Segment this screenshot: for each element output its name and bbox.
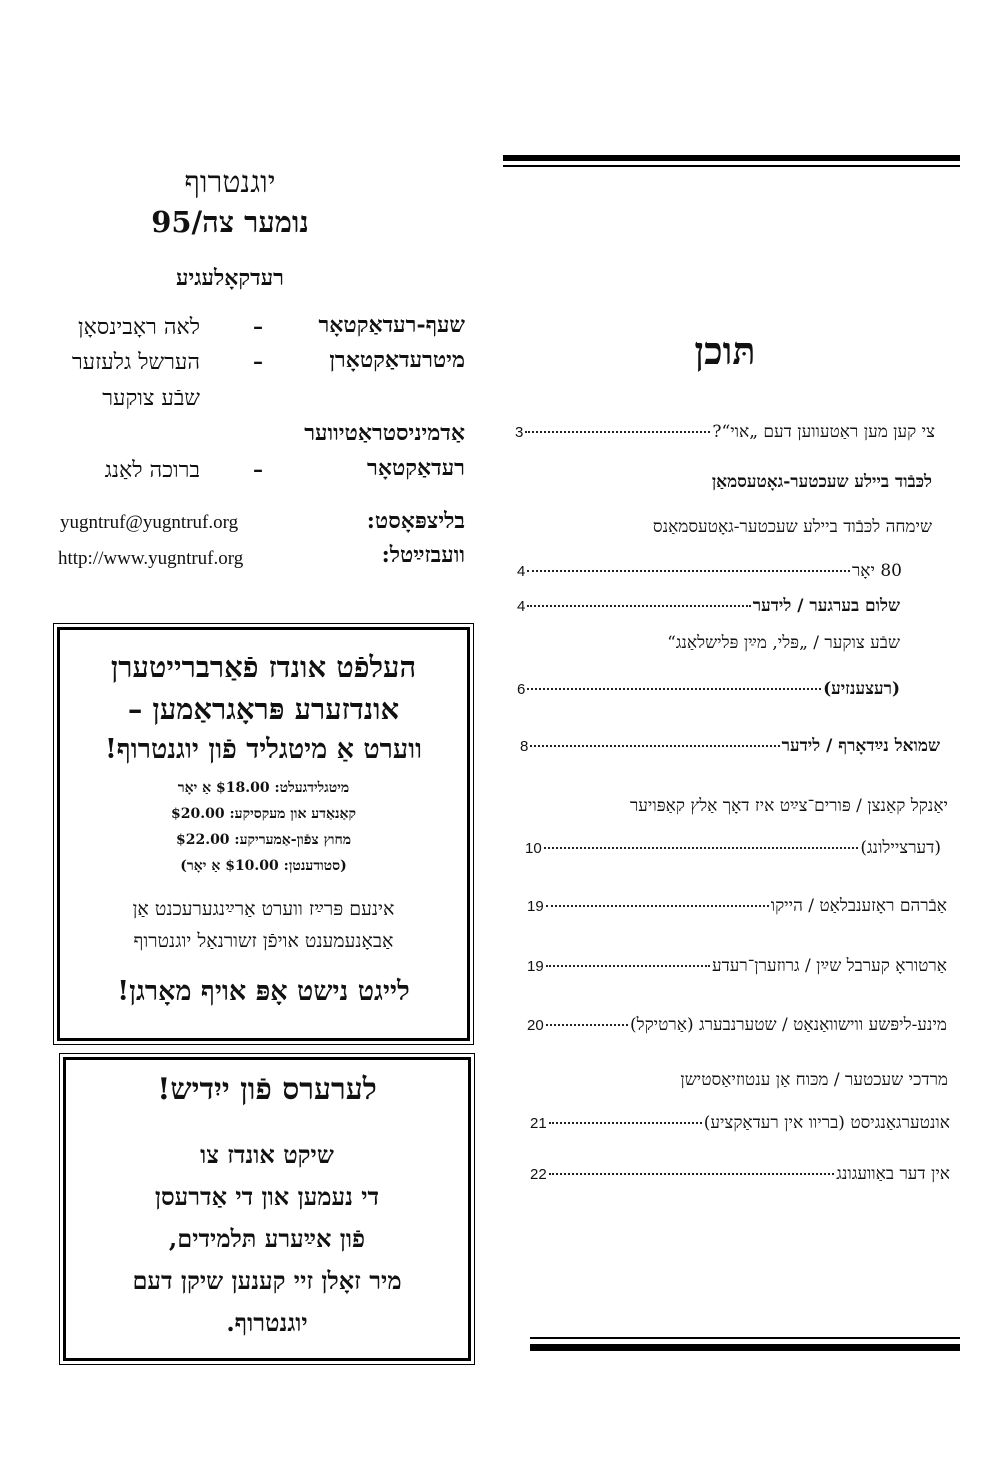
toc-entry-text: אַבֿרהם ראָזענבלאַט / הייקו: [770, 896, 947, 916]
toc-entry: [517, 596, 900, 616]
toc-leader: [525, 431, 710, 433]
toc-entry-text: אין דער באַוועגונג: [836, 1164, 950, 1184]
staff-role-administrative: אַדמיניסטראַטיווער: [304, 420, 465, 446]
toc-entry: [530, 1113, 950, 1133]
teachers-line: שיקט אונדז צו: [200, 1140, 334, 1169]
top-rule: [503, 155, 960, 161]
toc-entry: [517, 679, 900, 699]
teachers-ad-box: [63, 1057, 471, 1361]
toc-entry-text: שבֿע צוקער / „פּלי, מײַן פּלישלאַנג“: [667, 633, 900, 653]
membership-headline: אונדזערע פּראָגראַמען –: [127, 692, 400, 726]
toc-leader: [549, 1173, 835, 1175]
toc-heading: תּוכן: [694, 328, 756, 373]
toc-entry: [527, 956, 947, 976]
teachers-line: פֿון אײַערע תּלמידים,: [168, 1224, 366, 1253]
toc-leader: [549, 1122, 702, 1124]
bottom-rule: [530, 1344, 960, 1351]
membership-price: קאַנאַדע און מעקסיקע: $20.00: [171, 806, 356, 822]
toc-leader: [530, 745, 779, 747]
toc-entry-text: אונטערגאַנגיסט (בריוו אין רעדאַקציע): [703, 1113, 950, 1133]
staff-name: ברוכה לאַנג: [104, 458, 200, 483]
toc-page-number: 19: [527, 898, 544, 915]
toc-entry: [525, 838, 941, 858]
toc-page-number: 6: [517, 681, 526, 698]
toc-entry-text: שימחה לכּבֿוד ביילע שעכטער-גאָטעסמאַנס: [652, 517, 932, 537]
toc-leader: [546, 905, 769, 907]
email-value: yugntruf@yugntruf.org: [60, 512, 239, 533]
toc-leader: [546, 1024, 628, 1026]
toc-page-number: 4: [517, 563, 526, 580]
staff-name: הערשל גלעזער: [71, 350, 200, 375]
website-label: וועבזײַטל:: [381, 542, 465, 568]
toc-page-number: 4: [517, 598, 526, 615]
toc-entry-text: מרדכי שעכטער / מכּוח אַן ענטוזיאַסטישן: [680, 1070, 948, 1090]
teachers-line: מיר זאָלן זיי קענען שיקן דעם: [132, 1266, 402, 1295]
toc-entry-text: יאַנקל קאַנצן / פּורים־צײַט איז דאָך אַלץ קאַפּויער: [629, 796, 948, 816]
toc-leader: [527, 688, 821, 690]
membership-headline: ווערט אַ מיטגליד פֿון יוגנטרוף!: [104, 734, 423, 765]
teachers-headline: לערערס פֿון ייִדיש!: [157, 1072, 377, 1107]
toc-leader: [527, 570, 850, 572]
teachers-line: די נעמען און די אַדרעסן: [154, 1182, 380, 1211]
toc-page-number: 20: [527, 1017, 544, 1034]
magazine-title: יוגנטרוף: [184, 165, 276, 200]
top-rule-thin: [503, 165, 960, 167]
membership-ad-box: [57, 627, 470, 1041]
staff-name: לאה ראָבינסאָן: [78, 315, 200, 340]
toc-page-number: 8: [520, 738, 529, 755]
toc-page-number: 10: [525, 840, 542, 857]
staff-role-editor: רעדאַקטאָר: [367, 455, 465, 481]
toc-leader: [546, 965, 710, 967]
staff-dash: –: [253, 457, 263, 481]
staff-dash: –: [253, 349, 263, 373]
membership-price: מחוץ צפֿון-אַמעריקע: $22.00: [175, 832, 352, 848]
toc-entry-text: שלום בערגער / לידער: [752, 596, 900, 616]
toc-entry-text: מינע-ליפּשע ווישוואַנאַט / שטערנבערג (אַרטיקל): [629, 1015, 947, 1035]
toc-page-number: 22: [530, 1166, 547, 1183]
membership-note: אינעם פּרײַז ווערט אַרײַנגערעכנט אַן: [132, 898, 395, 920]
membership-price: מיטגלידגעלט: $18.00 אַ יאָר: [177, 780, 350, 796]
membership-note: אַבאָנעמענט אויפֿן זשורנאַל יוגנטרוף: [133, 930, 394, 952]
toc-leader: [527, 605, 750, 607]
staff-name: שבֿע צוקער: [102, 386, 200, 411]
toc-entry: [530, 1164, 950, 1184]
membership-closing: לייגט נישט אָפּ אויף מאָרגן!: [117, 976, 410, 1007]
staff-role-editor-in-chief: שעף-רעדאַקטאָר: [318, 312, 465, 338]
teachers-line: יוגנטרוף.: [226, 1308, 308, 1337]
staff-role-associate-editors: מיטרעדאַקטאָרן: [329, 347, 465, 373]
toc-section-heading: לכּבֿוד ביילע שעכטער-גאָטעסמאַן: [711, 472, 932, 492]
toc-entry: [520, 736, 940, 756]
membership-headline: העלפֿט אונדז פֿאַרברייטערן: [110, 650, 417, 684]
toc-page-number: 21: [530, 1115, 547, 1132]
toc-entry-text: (רעצענזיע): [823, 679, 900, 699]
toc-leader: [544, 847, 859, 849]
toc-entry: [527, 896, 947, 916]
toc-entry-text: צי קען מען ראַטעווען דעם „אוי“?: [712, 422, 935, 442]
toc-entry-text: (דערציילונג): [860, 838, 941, 858]
issue-number: נומער צה/95: [151, 205, 309, 239]
membership-price: (סטודענטן: $10.00 אַ יאָר): [180, 858, 347, 874]
toc-page-number: 3: [515, 424, 524, 441]
bottom-rule-thin: [530, 1337, 960, 1339]
toc-entry-text: אַרטוראָ קערבל שײַן / גרוזערן־רעדע: [712, 956, 947, 976]
website-value: http://www.yugntruf.org: [58, 548, 244, 569]
staff-dash: –: [253, 314, 263, 338]
toc-entry-text: שמואל נײַדאָרף / לידער: [781, 736, 940, 756]
email-label: בליצפּאָסט:: [366, 508, 465, 534]
toc-entry: [527, 1015, 947, 1035]
toc-page-number: 19: [527, 958, 544, 975]
toc-entry-text: 80 יאָר: [851, 561, 902, 581]
editorial-board-heading: רעדקאָלעגיע: [176, 265, 284, 291]
toc-entry: [515, 422, 935, 442]
toc-entry: [517, 561, 902, 581]
